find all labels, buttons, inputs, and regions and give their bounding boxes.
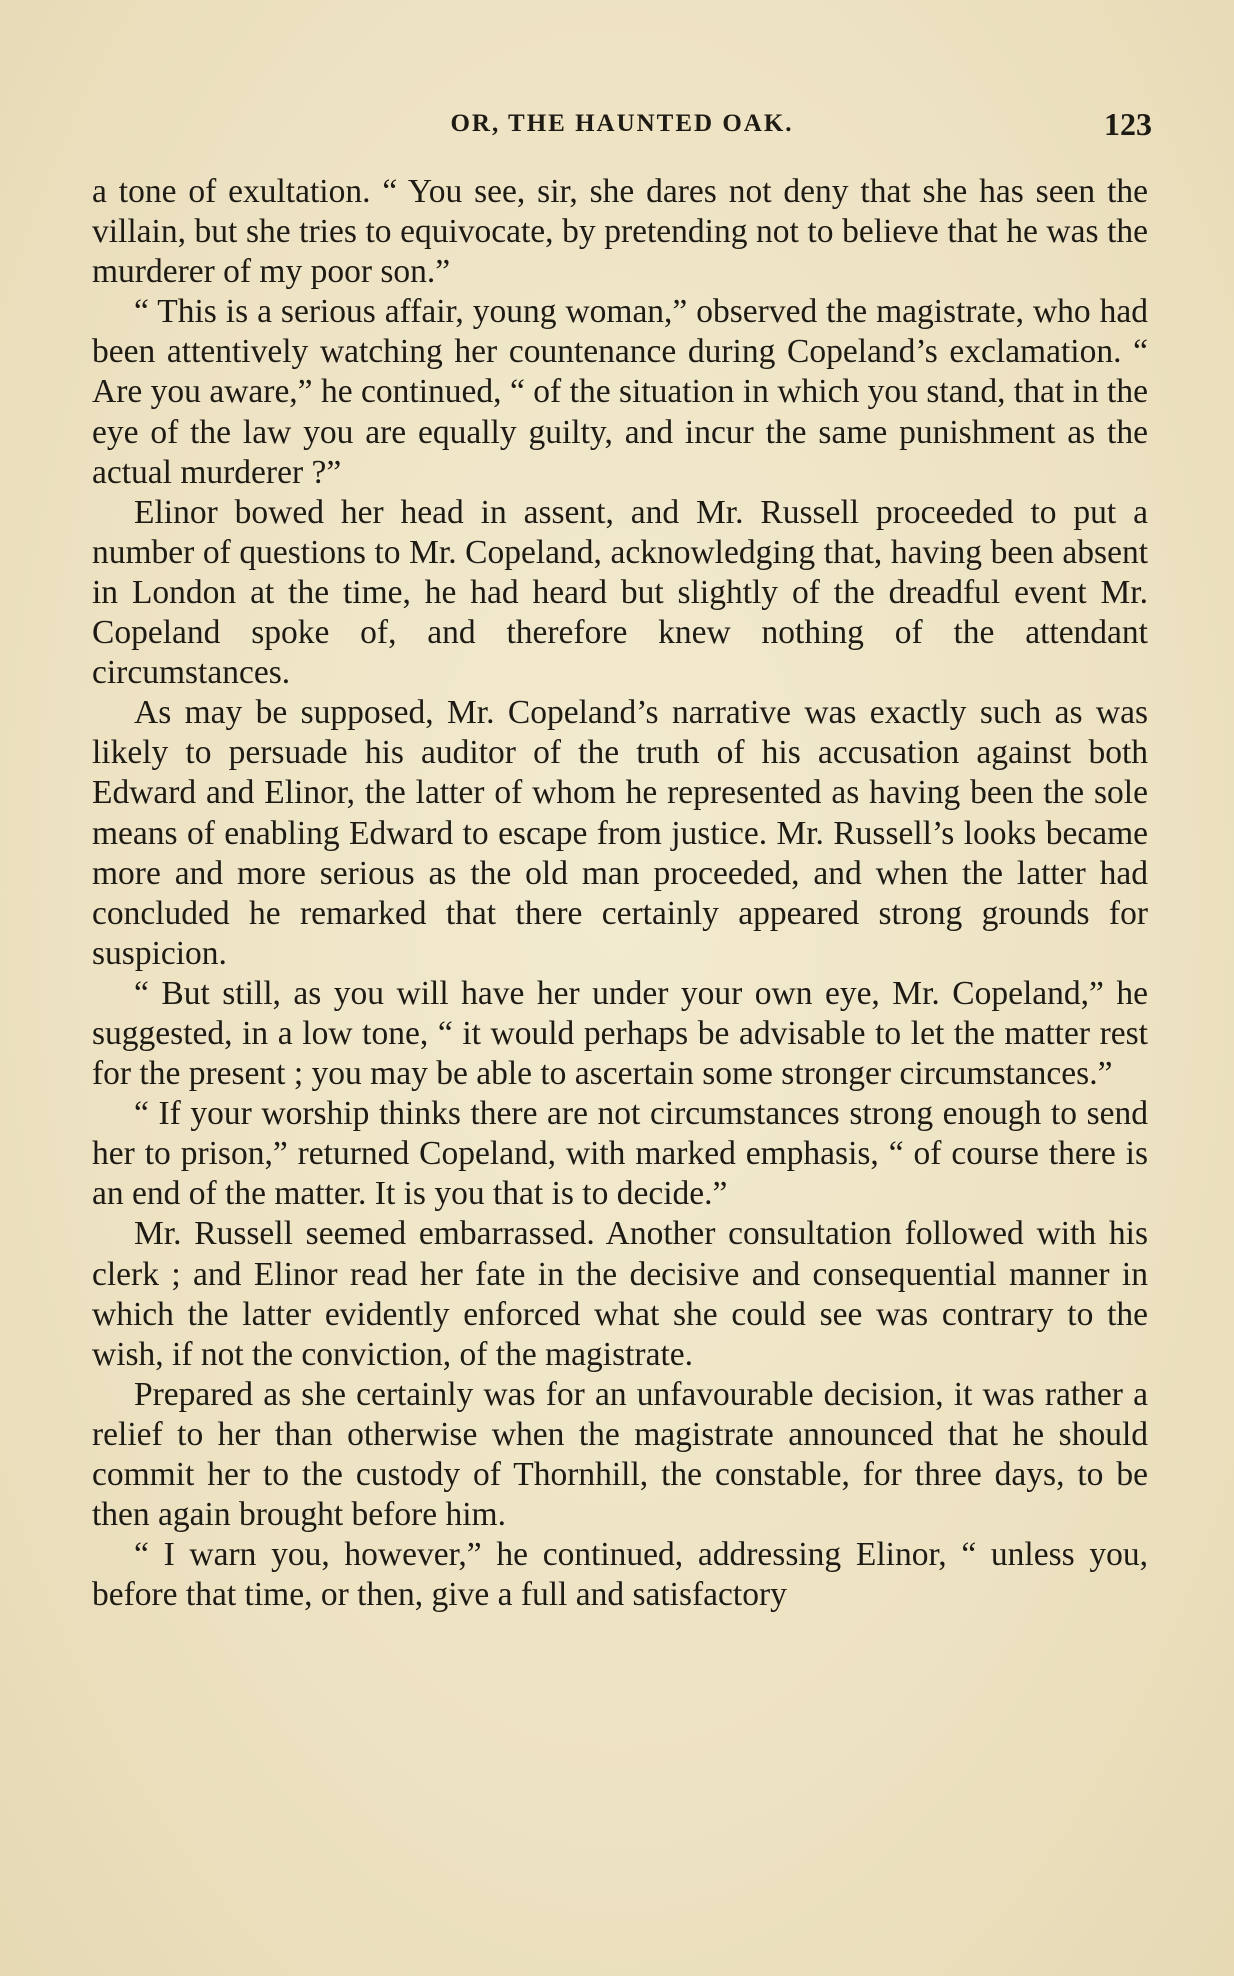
paragraph-4: As may be supposed, Mr. Copeland’s narrative was exactly such as was likely to persuade his auditor of the truth of his accusation against both Edward and Elinor, the latter of whom he represented as having been the sole means of enabling Edward to escape from justice. Mr. Russell’s looks became more and more serious as the old man proceeded, and when the latter had concluded he remarked that there certainly appeared strong grounds for suspicion. [92,694,1148,972]
paragraph-6: “ If your worship thinks there are not circumstances strong enough to send her to prison,” returned Copeland, with marked emphasis, “ of course there is an end of the matter. It is you that is to decide.” [92,1095,1148,1213]
page-number: 123 [1104,106,1152,142]
page-header [92,106,1152,146]
paragraph-5: “ But still, as you will have her under your own eye, Mr. Copeland,” he suggested, in a low tone, “ it would perhaps be advisable to let the matter rest for the present ; you may be able to ascertain some stronger circumstances.” [92,974,1148,1093]
body-text [92,172,1148,1615]
paragraph-8: Prepared as she certainly was for an unfavourable decision, it was rather a relief to her than otherwise when the magistrate announced that he should commit her to the custody of Thornhill, the constable, for three days, to be then again brought before him. [92,1375,1148,1534]
paragraph-3: Elinor bowed her head in assent, and Mr. Russell proceeded to put a number of questions to Mr. Copeland, acknowledging that, having been absent in London at the time, he had heard but slightly of the dreadful event Mr. Copeland spoke of, and therefore knew nothing of the attendant circumstances. [92,493,1148,692]
paragraph-9: “ I warn you, however,” he continued, addressing Elinor, “ unless you, before that time, or then, give a full and satisfactory [92,1536,1148,1614]
paragraph-7: Mr. Russell seemed embarrassed. Another consultation followed with his clerk ; and Elinor read her fate in the decisive and consequential manner in which the latter evidently enforced what she could see was contrary to the wish, if not the conviction, of the magistrate. [92,1215,1148,1373]
running-head: OR, THE HAUNTED OAK. [450,110,794,137]
paragraph-2: “ This is a serious affair, young woman,” observed the magistrate, who had been attentively watching her countenance during Copeland’s exclamation. “ Are you aware,” he continued, “ of the situation in which you stand, that in the eye of the law you are equally guilty, and incur the same punishment as the actual murderer ?” [92,293,1148,491]
paragraph-1: a tone of exultation. “ You see, sir, she dares not deny that she has seen the villain, but she tries to equivocate, by pretending not to believe that he was the murderer of my poor son.” [92,173,1148,291]
